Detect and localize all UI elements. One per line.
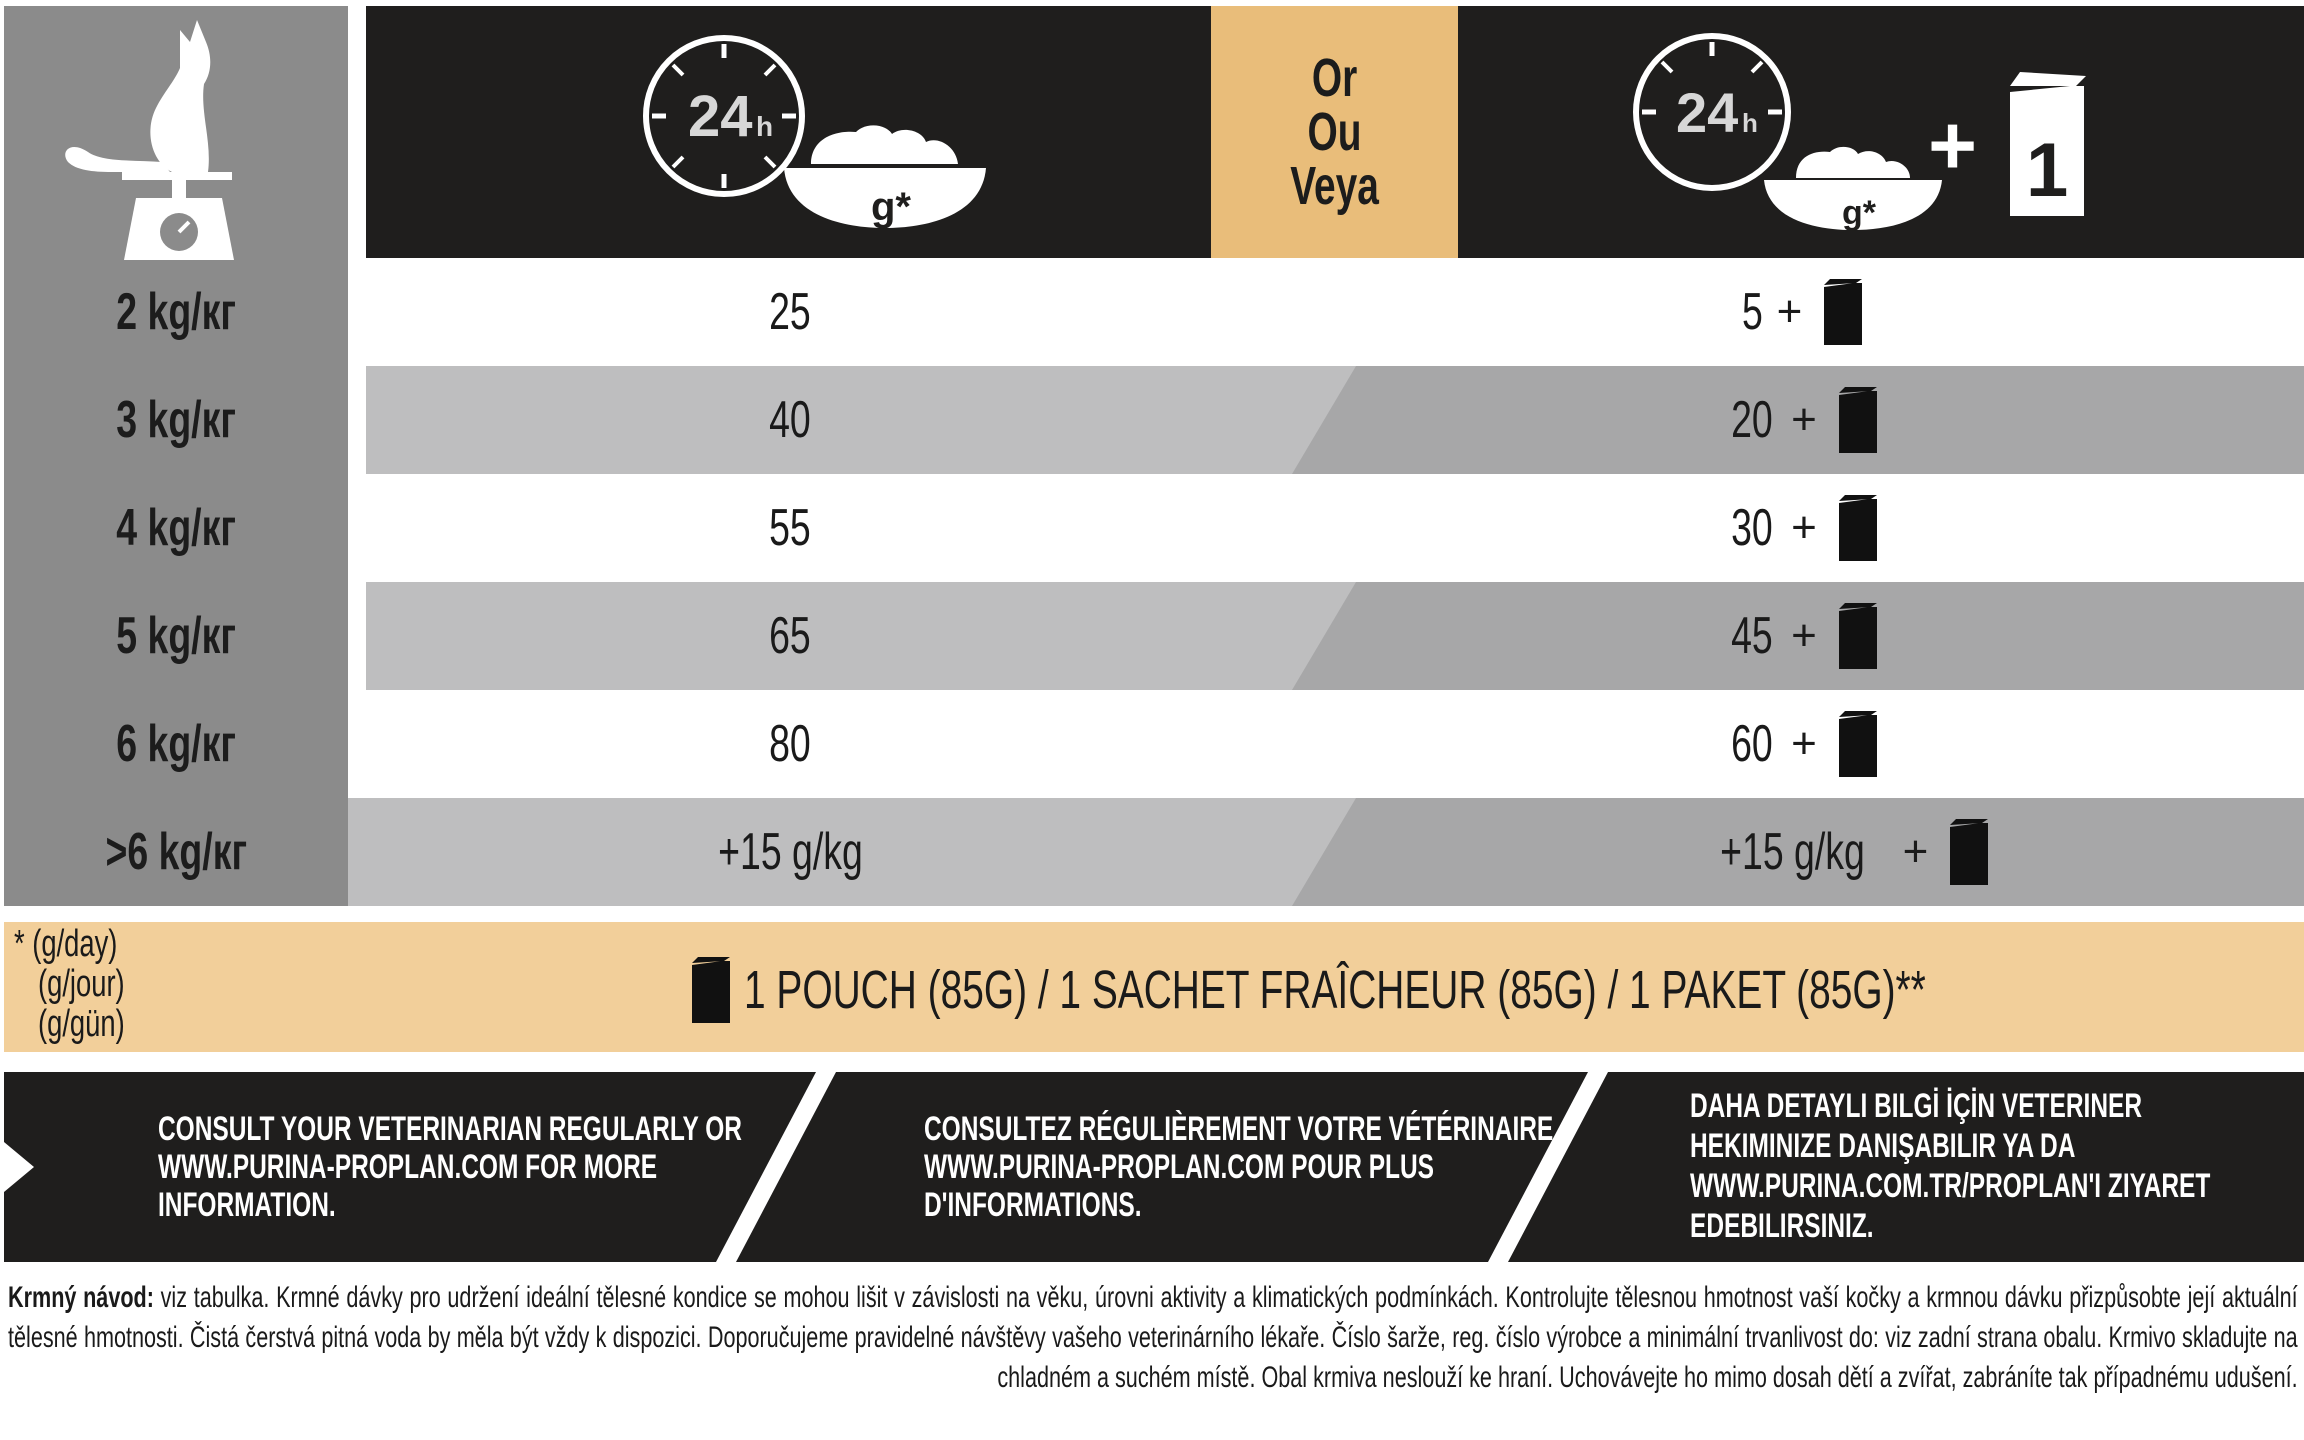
legal-heading: Krmný návod:: [8, 1281, 154, 1314]
dry-amount: 55: [769, 499, 811, 557]
weight-label: 2 kg/кг: [116, 283, 236, 341]
cat-on-scale-icon: [52, 12, 242, 262]
pouch-icon: [1837, 495, 1877, 561]
unit-en: * (g/day): [14, 923, 118, 965]
or-label-tr: Veya: [1290, 156, 1379, 216]
svg-text:g*: g*: [871, 185, 911, 229]
or-label-en: Or: [1311, 48, 1358, 108]
mixed-amount: 60 +: [1300, 690, 2300, 798]
mixed-amount: 30 +: [1300, 474, 2300, 582]
svg-text:g*: g*: [1842, 194, 1876, 232]
unit-tr: (g/gün): [38, 1003, 125, 1045]
header-mixed-feeding: [1458, 6, 2304, 258]
pouch-icon: [1822, 279, 1862, 345]
svg-text:1: 1: [2026, 128, 2069, 213]
header-or-separator: [1211, 6, 1458, 258]
dry-food-header-icons: [366, 6, 1211, 258]
clock-24h-icon: [646, 38, 802, 194]
mixed-feeding-header-icons: [1458, 6, 2304, 258]
weight-label: 4 kg/кг: [116, 499, 236, 557]
mixed-amount: 5 +: [1300, 258, 2300, 366]
dry-amount: 25: [769, 283, 811, 341]
mixed-amount: 45 +: [1300, 582, 2300, 690]
header-dry-food: [366, 6, 1211, 258]
pouch-icon: [1948, 819, 1988, 885]
legal-body: viz tabulka. Krmné dávky pro udržení ideální tělesné kondice se mohou lišit v závislosti na věku, úrovni aktivity a klimatických podmínkách. Kontrolujte tělesnou hmotnost vaší kočky a krmnou dávku přizpůsobte její aktuální tělesné hmotnosti. Čistá čerstvá pitná voda by měla být vždy k dispozici. Doporučujeme pravidelné návštěvy vašeho veterinárního lékaře. Číslo šarže, reg. číslo výrobce a minimální trvanlivost do: viz zadní strana obalu. Krmivo skladujte na chladném a suchém místě. Obal krmiva neslouží ke hraní. Uchovávejte ho mimo dosah dětí a zvířat, zabráníte tak případnému udušení.: [8, 1281, 2298, 1394]
weight-label: 5 kg/кг: [116, 607, 236, 665]
pouch-icon: [1837, 711, 1877, 777]
pouch-size-line: 1 POUCH (85G) / 1 SACHET FRAÎCHEUR (85G) / 1 PAKET (85G)**: [690, 950, 2304, 1030]
dry-amount: 65: [769, 607, 811, 665]
svg-text:24: 24: [1676, 81, 1739, 144]
svg-text:h: h: [1742, 108, 1758, 138]
mixed-amount: +15 g/kg +: [1340, 798, 2304, 906]
info-text-en: CONSULT YOUR VETERINARIAN REGULARLY OR WWW.PURINA-PROPLAN.COM FOR MORE INFORMATION.: [158, 1110, 742, 1224]
clock-24h-icon: [1636, 36, 1788, 188]
pouch-icon: [1837, 603, 1877, 669]
unit-fr: (g/jour): [38, 963, 125, 1005]
dry-amount: 80: [769, 715, 811, 773]
food-bowl-icon: [784, 125, 986, 229]
dry-amount: 40: [769, 391, 811, 449]
svg-text:h: h: [756, 111, 774, 142]
mixed-amount: 20 +: [1300, 366, 2300, 474]
dry-amount: +15 g/kg: [717, 823, 863, 881]
pouch-icon: [2010, 72, 2086, 216]
unit-footnote: [14, 924, 158, 1044]
weight-label: 6 kg/кг: [116, 715, 236, 773]
food-bowl-icon: [1764, 147, 1942, 232]
feeding-instructions-cz: [8, 1278, 2302, 1398]
svg-text:24: 24: [688, 84, 753, 149]
pouch-icon: [690, 957, 730, 1023]
plus-sign: +: [1928, 98, 1978, 192]
or-label-fr: Ou: [1307, 102, 1362, 162]
info-text-tr: DAHA DETAYLI BILGİ İÇİN VETERINER HEKIMINIZE DANIŞABILIR YA DA WWW.PURINA.COM.TR/PROPLAN'I ZIYARET EDEBILIRSINIZ.: [1690, 1087, 2211, 1245]
pouch-icon: [1837, 387, 1877, 453]
weight-label: 3 kg/кг: [116, 391, 236, 449]
info-text-fr: CONSULTEZ RÉGULIÈREMENT VOTRE VÉTÉRINAIRE WWW.PURINA-PROPLAN.COM POUR PLUS D'INFORMATIONS.: [924, 1110, 1554, 1224]
weight-label: >6 kg/кг: [105, 823, 247, 881]
